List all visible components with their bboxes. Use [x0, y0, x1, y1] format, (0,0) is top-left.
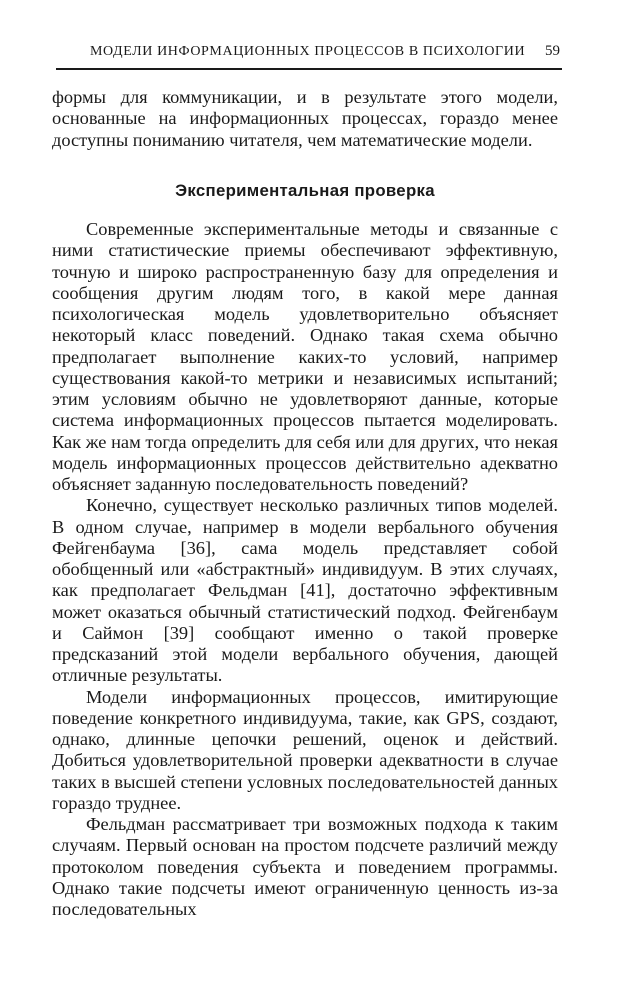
- running-header: [56, 44, 562, 66]
- body-paragraph: Модели информационных процессов, имитирующие поведение конкретного индивидуума, такие, как GPS, создают, однако, длинные цепочки решений, оценок и действий. Добиться удовлетворительной проверки адекватности в случае таких в высшей степени условных последовательностей данных гораздо труднее.: [52, 686, 558, 813]
- lead-paragraph: формы для коммуникации, и в результате этого модели, основанные на информационных процессах, гораздо менее доступны пониманию читателя, чем математические модели.: [52, 87, 558, 150]
- running-title: МОДЕЛИ ИНФОРМАЦИОННЫХ ПРОЦЕССОВ В ПСИХОЛОГИИ: [90, 44, 526, 59]
- section-heading: Экспериментальная проверка: [175, 181, 435, 200]
- body-paragraph: Конечно, существует несколько различных типов моделей. В одном случае, например в модели вербального обучения Фейгенбаума [36], сама модель представляет собой обобщенный или «абстрактный» индивидуум. В этих случаях, как предполагает Фельдман [41], достаточно эффективным может оказаться обычный статистический подход. Фейгенбаум и Саймон [39] сообщают именно о такой проверке предсказаний этой модели вербального обучения, дающей отличные результаты.: [52, 495, 558, 686]
- body-paragraph: Современные экспериментальные методы и связанные с ними статистические приемы обеспечивают эффективную, точную и широко распространенную базу для определения и сообщения другим людям того, в какой мере данная психологическая модель удовлетворительно объясняет некоторый класс поведений. Однако такая схема обычно предполагает выполнение каких-то условий, например существования какой-то метрики и независимых испытаний; этим условиям обычно не удовлетворяют данные, которые система информационных процессов пытается моделировать. Как же нам тогда определить для себя или для других, что некая модель информационных процессов действительно адекватно объясняет заданную последовательность поведений?: [52, 219, 558, 494]
- body-paragraph: Фельдман рассматривает три возможных подхода к таким случаям. Первый основан на простом подсчете различий между протоколом поведения субъекта и поведением программы. Однако такие подсчеты имеют ограниченную ценность из-за последовательных: [52, 814, 558, 919]
- page-number: 59: [545, 43, 560, 59]
- section-body: [52, 219, 558, 920]
- lead-paragraph-block: [52, 87, 558, 151]
- header-rule: [56, 68, 562, 70]
